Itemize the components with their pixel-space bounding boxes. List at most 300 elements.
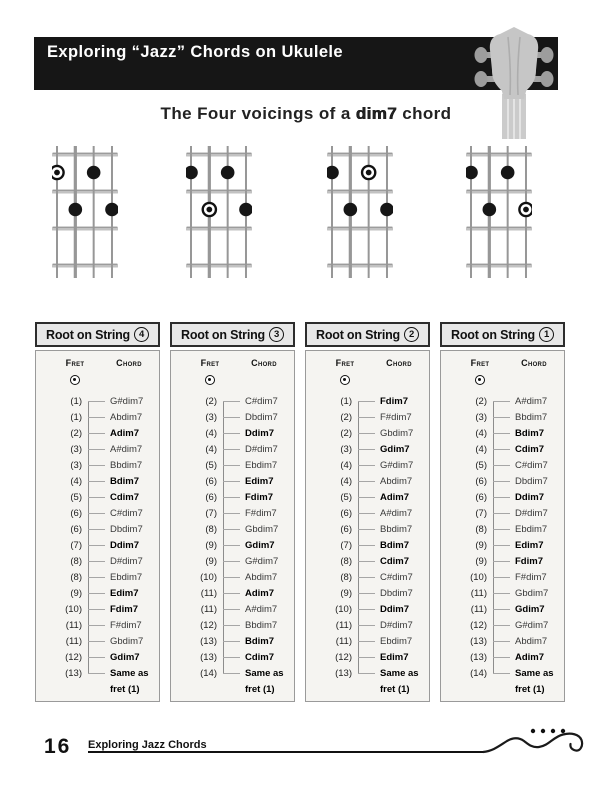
chord-name: D#dim7 (245, 443, 278, 455)
table-title (170, 322, 295, 347)
fret-chord-row (171, 441, 294, 457)
fret-chord-row (171, 409, 294, 425)
finger-dot-icon (105, 203, 118, 217)
fret-number: (11) (65, 635, 82, 647)
table-body (305, 350, 430, 702)
chord-name: Bbdim7 (245, 619, 278, 631)
fret-number: (12) (65, 651, 82, 663)
chord-name: Ebdim7 (245, 459, 278, 471)
fret-chord-row (441, 633, 564, 649)
bracket-tick (88, 593, 105, 594)
ornament-dot (531, 729, 535, 733)
string-number-circled: 3 (269, 327, 284, 342)
fret-chord-row (171, 617, 294, 633)
fret-chord-row (171, 585, 294, 601)
fret-chord-row (36, 569, 159, 585)
fret-number: (8) (475, 523, 487, 535)
bracket-tick (493, 529, 510, 530)
chord-name: F#dim7 (380, 411, 412, 423)
bracket-tick (493, 625, 510, 626)
chord-name: Fdim7 (110, 603, 138, 615)
chord-column-header: Chord (521, 358, 547, 368)
chord-name: Bbdim7 (110, 459, 143, 471)
chord-name: Fdim7 (380, 395, 408, 407)
bracket-tick (358, 449, 375, 450)
fret-number: (3) (340, 443, 352, 455)
fret-chord-row (306, 537, 429, 553)
bracket-tick (88, 609, 105, 610)
chord-name: D#dim7 (110, 555, 143, 567)
bracket-tick (358, 593, 375, 594)
finger-dot-icon (344, 203, 358, 217)
root-dot-center (54, 170, 60, 176)
chord-name: Adim7 (380, 491, 410, 503)
chord-name: A#dim7 (245, 603, 278, 615)
finger-dot-icon (380, 203, 393, 217)
bracket-tick (493, 417, 510, 418)
fretboard-svg (466, 142, 532, 282)
fret-chord-row (441, 537, 564, 553)
fret-chord-row (441, 601, 564, 617)
fret-number: (4) (340, 459, 352, 471)
fret-number: (4) (70, 475, 82, 487)
chord-name: Edim7 (110, 587, 139, 599)
fret-chord-row (306, 617, 429, 633)
bracket-tick (223, 513, 240, 514)
chord-name: Bbdim7 (515, 411, 548, 423)
fret-chord-row (36, 393, 159, 409)
chord-name: Bdim7 (380, 539, 410, 551)
subtitle-suffix: chord (397, 104, 452, 123)
chord-name: G#dim7 (515, 619, 549, 631)
table-body (440, 350, 565, 702)
fret-chord-row (306, 585, 429, 601)
fret-chord-row (36, 617, 159, 633)
fret-chord-row (36, 425, 159, 441)
bracket-tick (223, 593, 240, 594)
bracket-tick (493, 449, 510, 450)
fret-number: (12) (470, 619, 487, 631)
fret-chord-row (306, 505, 429, 521)
rows-container (306, 393, 429, 697)
fret-number: (8) (70, 555, 82, 567)
chord-name: Edim7 (245, 475, 274, 487)
table-root-on-string-3 (170, 322, 295, 702)
fret-number: (13) (470, 635, 487, 647)
chord-name: Gbdim7 (380, 427, 414, 439)
subtitle (0, 104, 612, 124)
fret-chord-row (36, 537, 159, 553)
bracket-tick (223, 401, 240, 402)
fret-chord-row (306, 457, 429, 473)
chord-name: Dbdim7 (515, 475, 548, 487)
bracket-tick (223, 449, 240, 450)
fret-number: (7) (475, 507, 487, 519)
fret-chord-row (306, 665, 429, 681)
chord-name: Bdim7 (245, 635, 275, 647)
fret-chord-row (441, 409, 564, 425)
chord-name: A#dim7 (380, 507, 413, 519)
fret-number: (1) (70, 395, 82, 407)
fret-number: (8) (70, 571, 82, 583)
fret-number: (4) (340, 475, 352, 487)
fret-chord-row (171, 425, 294, 441)
bracket-tick (223, 433, 240, 434)
page-title: Exploring “Jazz” Chords on Ukulele (47, 43, 343, 61)
chord-name: F#dim7 (245, 507, 277, 519)
bracket-tick (493, 401, 510, 402)
fret-number: (4) (475, 427, 487, 439)
fret-chord-row (441, 393, 564, 409)
fret-number: (5) (205, 459, 217, 471)
fret-number: (6) (70, 507, 82, 519)
chord-name: C#dim7 (245, 395, 278, 407)
fret-chord-row (171, 553, 294, 569)
bracket-tick (223, 625, 240, 626)
bracket-tick (88, 401, 105, 402)
chord-name: Bbdim7 (380, 523, 413, 535)
fret-number: (4) (475, 443, 487, 455)
bracket-tick (88, 513, 105, 514)
bracket-tick (493, 609, 510, 610)
bracket-tick (358, 465, 375, 466)
fret-number: (9) (70, 587, 82, 599)
fret-number: (6) (205, 475, 217, 487)
fret-number: (9) (340, 587, 352, 599)
fret-chord-row (171, 537, 294, 553)
bracket-tick (358, 561, 375, 562)
bracket-tick (223, 497, 240, 498)
bracket-tick (358, 673, 375, 674)
table-title (305, 322, 430, 347)
chord-name: D#dim7 (515, 507, 548, 519)
fret-number: (9) (475, 555, 487, 567)
ukulele-body-outline-icon (483, 722, 588, 770)
fret-number: (3) (205, 411, 217, 423)
fret-chord-row (306, 441, 429, 457)
bracket-tick (223, 609, 240, 610)
chord-name: Ddim7 (515, 491, 545, 503)
fret-number: (7) (340, 539, 352, 551)
chord-name: Dbdim7 (380, 587, 413, 599)
fret-number: (6) (340, 523, 352, 535)
fret-chord-row (171, 569, 294, 585)
fret-number: (6) (475, 491, 487, 503)
ornament-dot (541, 729, 545, 733)
fret-chord-row (306, 601, 429, 617)
root-marker-icon (205, 375, 215, 385)
bracket-tick (88, 625, 105, 626)
chord-name-continuation: fret (1) (245, 683, 275, 695)
string-number-circled: 1 (539, 327, 554, 342)
chord-name: A#dim7 (515, 395, 548, 407)
bracket-tick (358, 529, 375, 530)
fret-column-header: Fret (200, 358, 220, 368)
fret-chord-row (441, 665, 564, 681)
fret-chord-row (171, 505, 294, 521)
fret-number: (4) (205, 427, 217, 439)
chord-name: Gbdim7 (110, 635, 144, 647)
chord-name: F#dim7 (110, 619, 142, 631)
bracket-tick (358, 401, 375, 402)
bracket-tick (223, 481, 240, 482)
fret-number: (11) (200, 587, 217, 599)
subtitle-chord-type: dim7 (355, 104, 398, 123)
table-root-on-string-1 (440, 322, 565, 702)
chord-name-continuation: fret (1) (515, 683, 545, 695)
string-number-circled: 2 (404, 327, 419, 342)
chord-name: Dbdim7 (245, 411, 278, 423)
fret-chord-row (441, 441, 564, 457)
fret-chord-row (306, 633, 429, 649)
bracket-tick (88, 561, 105, 562)
fret-chord-row (36, 601, 159, 617)
fret-number: (13) (200, 651, 217, 663)
fret-number: (2) (205, 395, 217, 407)
footer-curve-svg (483, 722, 588, 770)
ornament-dot (561, 729, 565, 733)
bracket-tick (493, 497, 510, 498)
fret-chord-row (36, 633, 159, 649)
chord-column-header: Chord (251, 358, 277, 368)
bracket-tick (493, 433, 510, 434)
fret-number: (3) (70, 443, 82, 455)
fret-chord-row (36, 585, 159, 601)
fret-chord-row (171, 521, 294, 537)
fret-chord-row (171, 601, 294, 617)
chord-name: Dbdim7 (110, 523, 143, 535)
fret-chord-row (306, 393, 429, 409)
fret-number: (9) (205, 539, 217, 551)
fret-number: (5) (70, 491, 82, 503)
root-dot-center (366, 170, 372, 176)
bracket-tick (358, 545, 375, 546)
chord-name: Edim7 (380, 651, 409, 663)
fret-chord-row (36, 473, 159, 489)
bracket-tick (358, 641, 375, 642)
chord-name: Adim7 (110, 427, 140, 439)
fret-number: (13) (335, 667, 352, 679)
chord-name: Same as (245, 667, 284, 679)
chord-name: G#dim7 (245, 555, 279, 567)
fret-chord-row (36, 665, 159, 681)
fret-number: (11) (335, 635, 352, 647)
rows-container (441, 393, 564, 697)
fret-chord-row (441, 569, 564, 585)
subtitle-prefix: The Four voicings of a (160, 104, 356, 123)
bracket-tick (358, 577, 375, 578)
fret-chord-row (171, 393, 294, 409)
fret-chord-row (306, 521, 429, 537)
chord-name: Abdim7 (380, 475, 413, 487)
fret-chord-row (441, 553, 564, 569)
bracket-tick (493, 545, 510, 546)
fret-number: (9) (475, 539, 487, 551)
fret-chord-row (306, 489, 429, 505)
root-marker-icon (70, 375, 80, 385)
chord-column-header: Chord (116, 358, 142, 368)
page-number: 16 (44, 735, 72, 758)
fret-chord-row (36, 521, 159, 537)
bracket-tick (223, 545, 240, 546)
fret-chord-row (441, 425, 564, 441)
bracket-tick (493, 657, 510, 658)
chord-diagram-root-string-4 (52, 142, 118, 282)
bracket-tick (88, 417, 105, 418)
fret-chord-row (171, 473, 294, 489)
bracket-tick (358, 657, 375, 658)
fret-chord-row (171, 649, 294, 665)
finger-dot-icon (327, 166, 339, 180)
bracket-tick (358, 481, 375, 482)
chord-name: Abdim7 (110, 411, 143, 423)
chord-name: Gdim7 (110, 651, 140, 663)
fret-number: (6) (475, 475, 487, 487)
bracket-tick (493, 481, 510, 482)
fret-chord-row (306, 553, 429, 569)
chord-name-continuation: fret (1) (380, 683, 410, 695)
fret-number: (2) (70, 427, 82, 439)
bracket-tick (88, 657, 105, 658)
fret-chord-row (36, 505, 159, 521)
fret-chord-row (441, 489, 564, 505)
fretboard-svg (52, 142, 118, 282)
string-number-circled: 4 (134, 327, 149, 342)
fret-number: (14) (470, 667, 487, 679)
chord-name: Gdim7 (515, 603, 545, 615)
fret-chord-row (36, 489, 159, 505)
table-root-on-string-4 (35, 322, 160, 702)
fret-number: (11) (200, 603, 217, 615)
table-title-text: Root on String (451, 327, 535, 342)
bracket-tick (493, 465, 510, 466)
footer-rule (88, 751, 484, 753)
bracket-tick (88, 673, 105, 674)
fret-number: (6) (70, 523, 82, 535)
bracket-tick (358, 497, 375, 498)
fret-number: (13) (470, 651, 487, 663)
fret-chord-row (36, 553, 159, 569)
rows-container (171, 393, 294, 697)
fret-number: (12) (200, 619, 217, 631)
chord-name: C#dim7 (110, 507, 143, 519)
bracket-tick (223, 641, 240, 642)
bracket-tick (493, 641, 510, 642)
root-dot-center (206, 207, 212, 213)
bracket-tick (88, 481, 105, 482)
fretboard-svg (327, 142, 393, 282)
fret-number: (2) (475, 395, 487, 407)
finger-dot-icon (87, 166, 101, 180)
bracket-tick (493, 577, 510, 578)
chord-name: Adim7 (245, 587, 275, 599)
fret-chord-row (171, 457, 294, 473)
fret-number: (7) (70, 539, 82, 551)
fret-number: (10) (335, 603, 352, 615)
chord-name: Abdim7 (515, 635, 548, 647)
fret-chord-row (171, 633, 294, 649)
table-title (440, 322, 565, 347)
fret-chord-row (441, 649, 564, 665)
chord-name: D#dim7 (380, 619, 413, 631)
bracket-tick (88, 545, 105, 546)
fret-number: (9) (205, 555, 217, 567)
fret-number: (10) (470, 571, 487, 583)
fret-number: (11) (335, 619, 352, 631)
fret-number: (13) (200, 635, 217, 647)
chord-name: Bdim7 (515, 427, 545, 439)
chord-name: Edim7 (515, 539, 544, 551)
fret-number: (3) (70, 459, 82, 471)
root-marker-icon (340, 375, 350, 385)
bracket-tick (358, 609, 375, 610)
fret-chord-row (36, 409, 159, 425)
fret-number: (10) (65, 603, 82, 615)
bracket-tick (88, 577, 105, 578)
fret-number: (11) (65, 619, 82, 631)
fret-number: (8) (205, 523, 217, 535)
chord-diagram-root-string-3 (186, 142, 252, 282)
fret-column-header: Fret (335, 358, 355, 368)
chord-name: Ddim7 (110, 539, 140, 551)
chord-name: Ebdim7 (380, 635, 413, 647)
bracket-tick (493, 561, 510, 562)
bracket-tick (223, 465, 240, 466)
fret-chord-row (36, 441, 159, 457)
table-title-text: Root on String (46, 327, 130, 342)
fret-chord-row (36, 649, 159, 665)
fret-column-header: Fret (65, 358, 85, 368)
chord-name: A#dim7 (110, 443, 143, 455)
bracket-tick (88, 641, 105, 642)
finger-dot-icon (221, 166, 235, 180)
finger-dot-icon (186, 166, 198, 180)
fret-number: (10) (200, 571, 217, 583)
fret-number: (5) (340, 491, 352, 503)
fret-number: (4) (205, 443, 217, 455)
fret-chord-row (306, 569, 429, 585)
chord-name: Adim7 (515, 651, 545, 663)
bracket-tick (88, 497, 105, 498)
finger-dot-icon (483, 203, 497, 217)
fret-number: (3) (475, 411, 487, 423)
chord-name: G#dim7 (110, 395, 144, 407)
chord-name: Same as (110, 667, 149, 679)
chord-name: G#dim7 (380, 459, 414, 471)
bracket-tick (493, 513, 510, 514)
bracket-tick (88, 433, 105, 434)
fret-chord-row (441, 521, 564, 537)
fret-chord-row (441, 457, 564, 473)
chord-diagram-root-string-2 (327, 142, 393, 282)
fret-chord-row (306, 649, 429, 665)
root-dot-center (523, 207, 529, 213)
bracket-tick (358, 625, 375, 626)
bracket-tick (358, 433, 375, 434)
fret-number: (2) (340, 411, 352, 423)
table-title-text: Root on String (316, 327, 400, 342)
bracket-tick (358, 513, 375, 514)
chord-name: Gbdim7 (515, 587, 549, 599)
bracket-tick (88, 465, 105, 466)
fret-chord-row (171, 489, 294, 505)
fret-number: (8) (340, 571, 352, 583)
fret-chord-row (441, 473, 564, 489)
bracket-tick (358, 417, 375, 418)
fret-chord-row (441, 617, 564, 633)
chord-name: Ebdim7 (110, 571, 143, 583)
chord-name: Ddim7 (380, 603, 410, 615)
